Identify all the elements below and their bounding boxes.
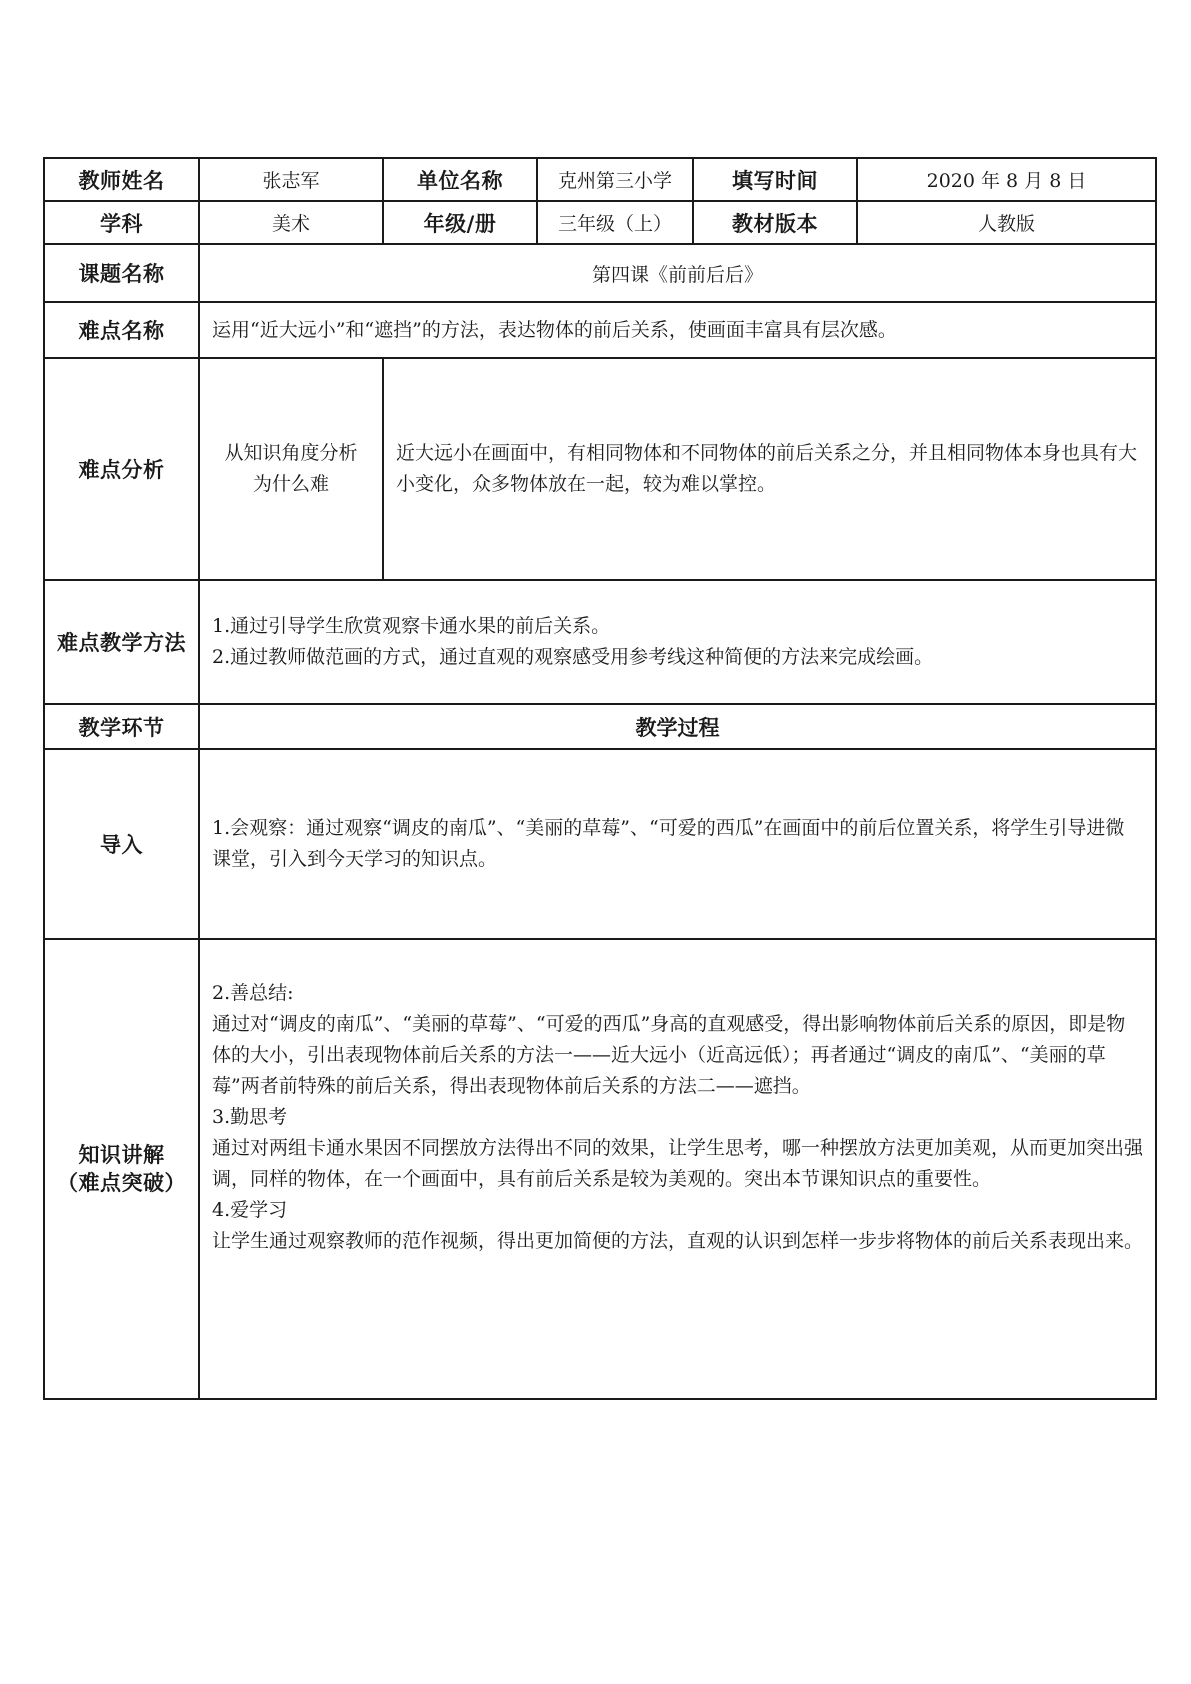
knowledge-p3-title: 4.爱学习 bbox=[212, 1199, 288, 1221]
lesson-plan-table bbox=[43, 157, 1157, 1400]
teacher-name-value: 张志军 bbox=[199, 158, 383, 201]
method-line-1: 1.通过引导学生欣赏观察卡通水果的前后关系。 bbox=[212, 615, 611, 637]
subject-label: 学科 bbox=[44, 201, 199, 244]
knowledge-p2-title: 3.勤思考 bbox=[212, 1106, 288, 1128]
unit-name-label: 单位名称 bbox=[383, 158, 537, 201]
method-line-2: 2.通过教师做范画的方式，通过直观的观察感受用参考线这种简便的方法来完成绘画。 bbox=[212, 646, 934, 668]
knowledge-p3-body: 让学生通过观察教师的范作视频，得出更加简便的方法，直观的认识到怎样一步步将物体的前后关系表现出来。 bbox=[212, 1230, 1144, 1252]
method-row bbox=[44, 580, 1156, 704]
grade-label: 年级/册 bbox=[383, 201, 537, 244]
lesson-plan-sheet bbox=[43, 157, 1155, 1400]
knowledge-body bbox=[212, 940, 1143, 1257]
unit-name-value: 克州第三小学 bbox=[537, 158, 693, 201]
intro-label: 导入 bbox=[44, 749, 199, 939]
topic-label: 课题名称 bbox=[44, 244, 199, 302]
header-row-2 bbox=[44, 201, 1156, 244]
difficulty-row bbox=[44, 302, 1156, 358]
process-header-row bbox=[44, 704, 1156, 749]
intro-value: 1.会观察：通过观察“调皮的南瓜”、“美丽的草莓”、“可爱的西瓜”在画面中的前后位置关系，将学生引导进微课堂，引入到今天学习的知识点。 bbox=[199, 749, 1156, 939]
knowledge-row bbox=[44, 939, 1156, 1399]
knowledge-value bbox=[199, 939, 1156, 1399]
fill-date-value: 2020 年 8 月 8 日 bbox=[857, 158, 1156, 201]
analysis-sub-label bbox=[199, 358, 383, 580]
knowledge-label bbox=[44, 939, 199, 1399]
analysis-value: 近大远小在画面中，有相同物体和不同物体的前后关系之分，并且相同物体本身也具有大小变化，众多物体放在一起，较为难以掌控。 bbox=[383, 358, 1156, 580]
analysis-sub-label-line1: 从知识角度分析 bbox=[224, 442, 358, 464]
knowledge-label-line2: （难点突破） bbox=[57, 1171, 186, 1195]
knowledge-p1-body: 通过对“调皮的南瓜”、“美丽的草莓”、“可爱的西瓜”身高的直观感受，得出影响物体前后关系的原因，即是物体的大小，引出表现物体前后关系的方法一——近大远小（近高远低）；再者通过“调皮的南瓜”、“美丽的草莓”两者前特殊的前后关系，得出表现物体前后关系的方法二——遮挡。 bbox=[212, 1013, 1126, 1097]
topic-value: 第四课《前前后后》 bbox=[199, 244, 1156, 302]
analysis-row bbox=[44, 358, 1156, 580]
knowledge-p2-body: 通过对两组卡通水果因不同摆放方法得出不同的效果，让学生思考，哪一种摆放方法更加美观，从而更加突出强调，同样的物体，在一个画面中，具有前后关系是较为美观的。突出本节课知识点的重要性。 bbox=[212, 1137, 1144, 1190]
difficulty-label: 难点名称 bbox=[44, 302, 199, 358]
teaching-stage-label: 教学环节 bbox=[44, 704, 199, 749]
method-label: 难点教学方法 bbox=[44, 580, 199, 704]
topic-row bbox=[44, 244, 1156, 302]
fill-date-label: 填写时间 bbox=[693, 158, 857, 201]
grade-value: 三年级（上） bbox=[537, 201, 693, 244]
method-value bbox=[199, 580, 1156, 704]
edition-value: 人教版 bbox=[857, 201, 1156, 244]
analysis-sub-label-line2: 为什么难 bbox=[252, 473, 329, 495]
knowledge-label-line1: 知识讲解 bbox=[78, 1143, 165, 1167]
analysis-label: 难点分析 bbox=[44, 358, 199, 580]
knowledge-p1-title: 2.善总结: bbox=[212, 982, 294, 1004]
subject-value: 美术 bbox=[199, 201, 383, 244]
header-row-1 bbox=[44, 158, 1156, 201]
difficulty-value: 运用“近大远小”和“遮挡”的方法，表达物体的前后关系，使画面丰富具有层次感。 bbox=[199, 302, 1156, 358]
teaching-process-label: 教学过程 bbox=[199, 704, 1156, 749]
teacher-name-label: 教师姓名 bbox=[44, 158, 199, 201]
edition-label: 教材版本 bbox=[693, 201, 857, 244]
intro-row bbox=[44, 749, 1156, 939]
